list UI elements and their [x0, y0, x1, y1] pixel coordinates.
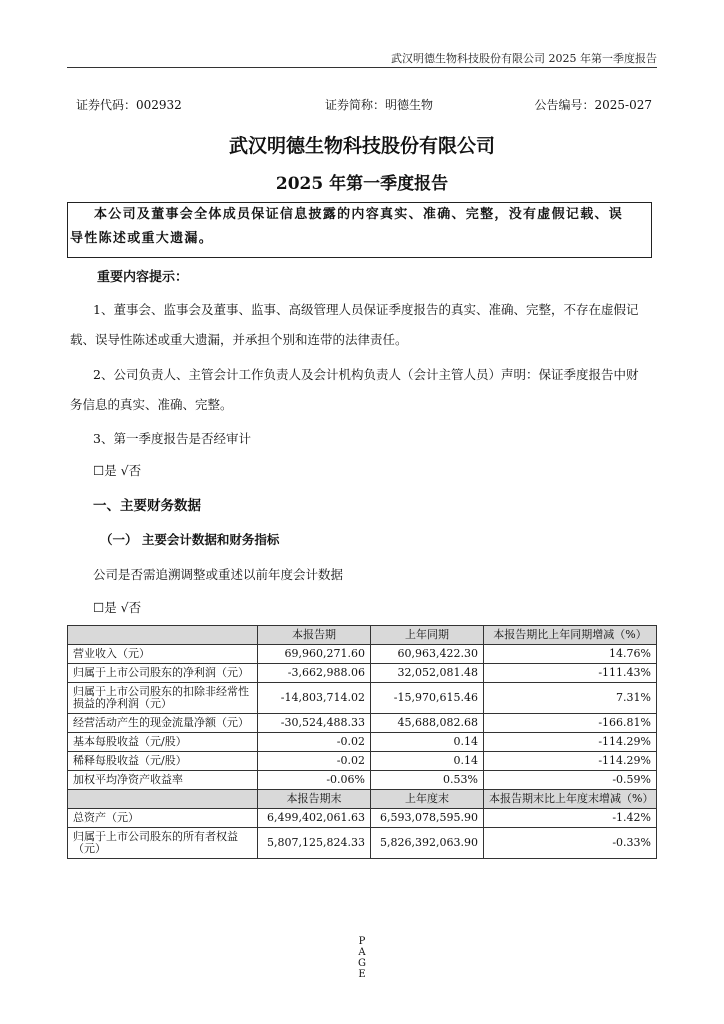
restatement-answer: ☐是 √否: [93, 600, 142, 615]
cell-value: 0.14: [371, 752, 484, 771]
row-label: 归属于上市公司股东的扣除非经常性损益的净利润（元）: [68, 683, 258, 714]
cell-value: 14.76%: [484, 645, 657, 664]
important-item-2-line-1: 2、公司负责人、主管会计工作负责人及会计机构负责人（会计主管人员）声明：保证季度报告中财: [93, 367, 639, 382]
table-row: [68, 645, 657, 664]
cell-value: 0.53%: [371, 771, 484, 790]
header-rule: [67, 67, 657, 68]
cell-value: 69,960,271.60: [258, 645, 371, 664]
row-label: 基本每股收益（元/股）: [68, 733, 258, 752]
page-footer: [352, 936, 372, 980]
cell-value: 7.31%: [484, 683, 657, 714]
header-cell: 上年同期: [371, 626, 484, 645]
page-label: P A G E: [358, 936, 366, 980]
header-cell: 上年度末: [371, 790, 484, 809]
cell-value: -114.29%: [484, 752, 657, 771]
important-item-2-line-2: 务信息的真实、准确、完整。: [70, 397, 233, 412]
header-cell: 本报告期比上年同期增减（%）: [484, 626, 657, 645]
important-item-1-line-2: 载、误导性陈述或重大遗漏，并承担个别和连带的法律责任。: [70, 332, 408, 347]
notice-line-1: 本公司及董事会全体成员保证信息披露的内容真实、准确、完整，没有虚假记载、误: [94, 207, 624, 222]
stock-abbreviation: 证券简称：明德生物: [325, 98, 434, 112]
header-cell: 本报告期: [258, 626, 371, 645]
table-row: [68, 809, 657, 828]
cell-value: 60,963,422.30: [371, 645, 484, 664]
company-title: 武汉明德生物科技股份有限公司: [228, 135, 495, 157]
cell-value: 32,052,081.48: [371, 664, 484, 683]
cell-value: 5,826,392,063.90: [371, 828, 484, 859]
cell-value: -30,524,488.33: [258, 714, 371, 733]
important-heading: 重要内容提示：: [97, 270, 189, 285]
important-item-1-line-1: 1、董事会、监事会及董事、监事、高级管理人员保证季度报告的真实、准确、完整，不存在虚假记: [93, 302, 639, 317]
subsection-heading: （一） 主要会计数据和财务指标: [100, 532, 280, 547]
header-cell: 本报告期末: [258, 790, 371, 809]
cell-value: -166.81%: [484, 714, 657, 733]
cell-value: -15,970,615.46: [371, 683, 484, 714]
cell-value: 5,807,125,824.33: [258, 828, 371, 859]
table-row: [68, 683, 657, 714]
table-row: [68, 714, 657, 733]
header-cell: [68, 626, 258, 645]
stock-code: 证券代码：002932: [76, 98, 182, 112]
cell-value: -0.59%: [484, 771, 657, 790]
cell-value: -0.02: [258, 733, 371, 752]
table-row: [68, 752, 657, 771]
cell-value: -114.29%: [484, 733, 657, 752]
cell-value: -0.02: [258, 752, 371, 771]
header-cell: [68, 790, 258, 809]
restatement-question: 公司是否需追溯调整或重述以前年度会计数据: [93, 567, 344, 582]
row-label: 稀释每股收益（元/股）: [68, 752, 258, 771]
header-cell: 本报告期末比上年度末增减（%）: [484, 790, 657, 809]
important-item-3: 3、第一季度报告是否经审计: [93, 431, 251, 446]
table-row: [68, 733, 657, 752]
row-label: 营业收入（元）: [68, 645, 258, 664]
cell-value: -111.43%: [484, 664, 657, 683]
section-heading: 一、主要财务数据: [93, 498, 201, 514]
cell-value: 45,688,082.68: [371, 714, 484, 733]
cell-value: -1.42%: [484, 809, 657, 828]
announcement-number: 公告编号：2025-027: [534, 98, 652, 112]
row-label: 总资产（元）: [68, 809, 258, 828]
cell-value: 0.14: [371, 733, 484, 752]
running-header: 武汉明德生物科技股份有限公司 2025 年第一季度报告: [391, 52, 657, 65]
cell-value: -3,662,988.06: [258, 664, 371, 683]
row-label: 经营活动产生的现金流量净额（元）: [68, 714, 258, 733]
row-label: 归属于上市公司股东的净利润（元）: [68, 664, 258, 683]
disclosure-notice-box: [67, 202, 652, 258]
cell-value: -0.33%: [484, 828, 657, 859]
table-row: [68, 828, 657, 859]
cell-value: -0.06%: [258, 771, 371, 790]
table-header-row: [68, 626, 657, 645]
cell-value: -14,803,714.02: [258, 683, 371, 714]
row-label: 归属于上市公司股东的所有者权益（元）: [68, 828, 258, 859]
cell-value: 6,593,078,595.90: [371, 809, 484, 828]
report-title: 2025 年第一季度报告: [275, 174, 449, 194]
audit-answer: ☐是 √否: [93, 463, 142, 478]
table-header-row: [68, 790, 657, 809]
notice-line-2: 导性陈述或重大遗漏。: [70, 231, 214, 246]
table-row: [68, 771, 657, 790]
cell-value: 6,499,402,061.63: [258, 809, 371, 828]
row-label: 加权平均净资产收益率: [68, 771, 258, 790]
key-financial-data-table: [67, 625, 657, 859]
table-row: [68, 664, 657, 683]
